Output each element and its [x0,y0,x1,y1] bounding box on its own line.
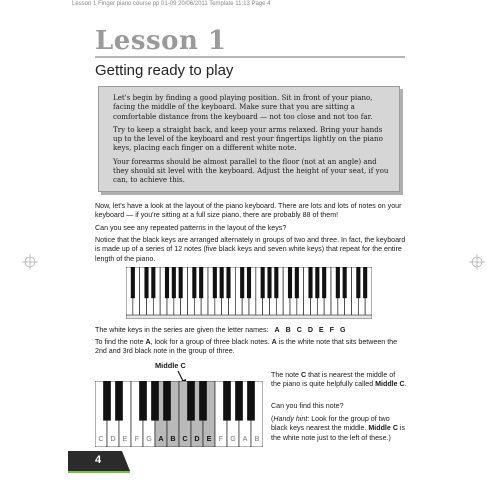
section-heading: Getting ready to play [95,62,234,79]
text-run: that is nearest the middle of the piano is quite helpfully called [271,371,396,389]
side-paragraph-2: Can you find this note? [271,402,344,410]
black-key [343,267,347,298]
letter-name: A [274,326,280,334]
intro-paragraph-1: Let's begin by finding a good playing position. Sit in front of your piano, facing the middle of the keyboard. Make sure that you are sitting a comfortable distance from the keyboard — not too close and not too far. [113,93,373,121]
text-run-bold: Middle C [368,424,398,433]
black-key [115,381,123,421]
lesson-title: Lesson 1 [95,26,227,56]
black-key [151,381,159,421]
black-key [172,267,176,298]
text-run-italic: Handy hint [273,415,308,423]
body-paragraph-1: Now, let's have a look at the layout of the piano keyboard. There are lots and lots of notes on your keyboard — if you're sitting at a full size piano, there are probably 88 of them! [95,202,402,220]
text-run: The note [271,371,301,379]
body-paragraph-2: Can you see any repeated patterns in the layout of the keys? [95,224,287,232]
key-letter-label: D [194,434,200,443]
black-key [192,267,196,298]
black-key [213,267,217,298]
text-run: , look for a group of three black notes. [150,338,272,346]
intro-box [98,86,400,192]
text-run-bold: A [271,338,277,346]
key-letter-label: G [146,434,152,443]
black-key [295,267,299,298]
text-run-bold: C [300,371,307,379]
key-letter-label: F [134,434,140,443]
black-key [363,267,367,298]
letter-name: F [329,326,334,334]
black-key [165,267,169,298]
key-letter-label: G [230,434,236,443]
title-rule [95,56,405,58]
black-key [315,267,319,298]
intro-paragraph-3: Your forearms should be almost parallel to the floor (not at an angle) and they should sit level with the keyboard. Adjust the height of your seat, if you can, to achieve this. [113,156,389,185]
black-key [151,267,155,298]
body-paragraph-4 [95,338,407,357]
key-letter-label: B [254,434,260,443]
black-key [187,381,195,421]
page-number: 4 [95,454,102,466]
text-run: : Look for the group of two black keys nearest the middle. [271,415,390,433]
black-key [267,267,271,298]
middle-c-keyboard-illustration [95,381,263,447]
black-key [308,267,312,298]
key-letter-label: A [242,434,248,443]
black-key [247,381,255,421]
black-key [356,267,360,298]
registration-mark-icon [469,254,485,270]
key-letter-label: B [170,434,176,443]
black-key [240,267,244,298]
letter-name: C [296,326,302,334]
black-key [261,267,265,298]
black-key [274,267,278,298]
letter-names-line [95,326,346,334]
text-run-bold: A [145,338,151,346]
black-key [235,381,243,421]
middle-c-label: Middle C [155,361,186,370]
side-paragraph-1 [271,371,407,390]
black-key [139,381,147,421]
key-letter-label: C [182,434,188,443]
black-key [199,267,203,298]
text-run: is the white note just to the left of these.) [271,424,406,442]
black-key [322,267,326,298]
key-letter-label: E [206,434,212,443]
text-run: is the white note that sits between the 2nd and 3rd black note in the group of three. [95,338,398,356]
side-paragraph-3: (Handy hint: Look for the group of two black keys nearest the middle. Middle C is the white note just to the left of these.) [271,415,406,442]
black-key [336,267,340,298]
key-letter-label: C [98,434,104,443]
key-letter-label: E [122,434,128,443]
black-key [163,381,171,421]
keyboard-ledge [126,315,372,319]
text-run: . [404,380,407,389]
registration-mark-icon [22,254,38,270]
letter-name: G [339,326,346,334]
black-key [226,267,230,298]
black-key [199,381,207,421]
key-letter-label: F [218,434,224,443]
full-keyboard-illustration [126,267,372,319]
black-key [288,267,292,298]
page-tab-accent [68,471,130,473]
black-key [179,267,183,298]
key-letter-label: D [110,434,116,443]
text-run: To find the note [95,338,146,346]
black-key [220,267,224,298]
black-key [103,381,111,421]
body-paragraph-3: Notice that the black keys are arranged alternately in groups of two and three. In fact, the keyboard is made up of a series of 12 notes (five black keys and seven white keys) that repeat for the entire length of the piano. [95,236,406,263]
black-key [247,267,251,298]
letter-name: D [307,326,313,334]
black-key [131,267,135,298]
letter-names-intro: The white keys in the series are given the letter names: [95,326,269,334]
black-key [223,381,231,421]
key-letter-label: A [158,434,164,443]
black-key [144,267,148,298]
print-slug-header: Lesson 1 Finger piano course pp 01-09 20/06/2011 Template 11:13 Page 4 [72,1,271,7]
letter-name: B [285,326,291,334]
intro-paragraph-2: Try to keep a straight back, and keep your arms relaxed. Bring your hands up to the level of the keyboard and rest your fingertips lightly on the piano keys, placing each finger on a different white note. [113,124,383,153]
text-run-bold: Middle C [375,380,405,389]
letter-name: E [318,326,324,334]
